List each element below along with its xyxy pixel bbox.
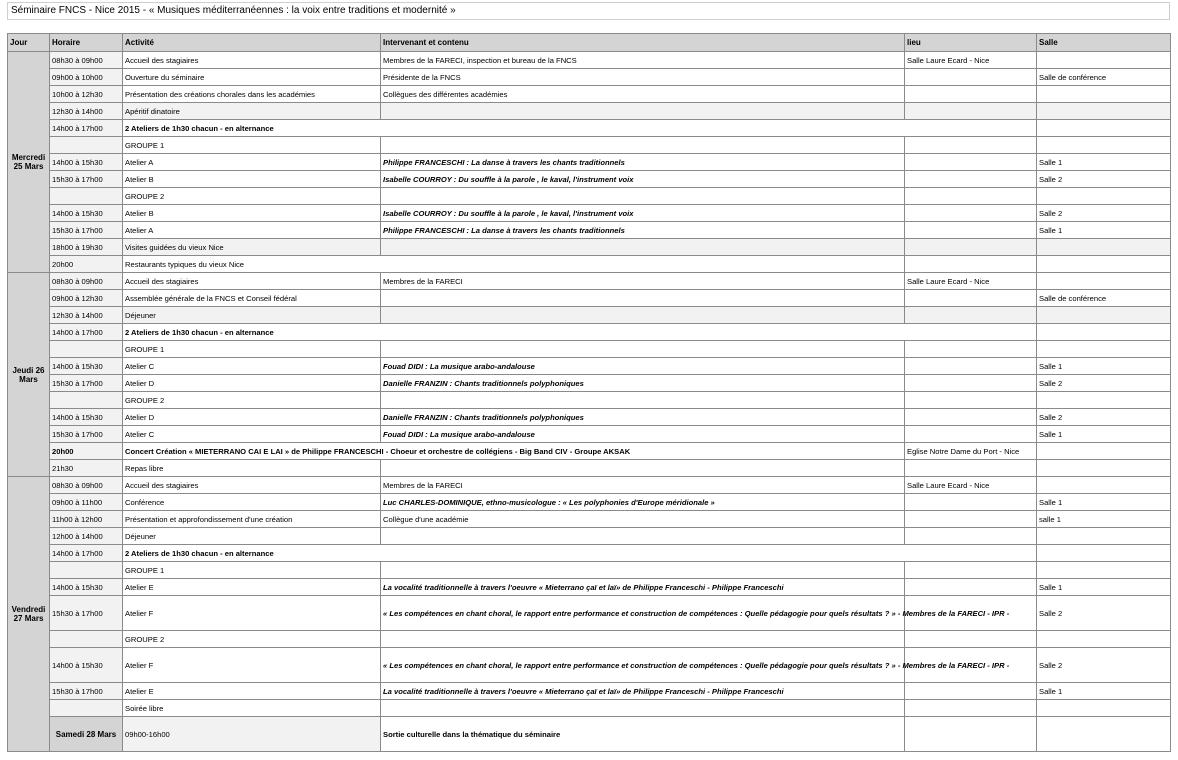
time-cell: 14h00 à 17h00 <box>50 324 123 341</box>
speaker-cell: Luc CHARLES-DOMINIQUE, ethno-musicologue : « Les polyphonies d'Europe méridionale » <box>381 494 905 511</box>
time-cell: 10h00 à 12h30 <box>50 86 123 103</box>
activity-cell: Déjeuner <box>123 528 381 545</box>
document-title-bar <box>7 2 1170 20</box>
place-cell <box>905 188 1037 205</box>
document-title: Séminaire FNCS - Nice 2015 - « Musiques méditerranéennes : la voix entre traditions et modernité » <box>11 5 456 16</box>
speaker-cell: Collègues des différentes académies <box>381 86 905 103</box>
time-cell: 08h30 à 09h00 <box>50 273 123 290</box>
table-row <box>8 683 1171 700</box>
workshops-banner: 2 Ateliers de 1h30 chacun - en alternance <box>123 120 1037 137</box>
time-cell: 15h30 à 17h00 <box>50 171 123 188</box>
time-cell <box>50 341 123 358</box>
header-row <box>8 34 1171 52</box>
group-label: GROUPE 1 <box>123 137 381 154</box>
header-activity: Activité <box>123 34 381 52</box>
workshops-banner: 2 Ateliers de 1h30 chacun - en alternance <box>123 545 1037 562</box>
place-cell: Salle Laure Ecard - Nice <box>905 273 1037 290</box>
table-row <box>8 392 1171 409</box>
group-label: GROUPE 2 <box>123 631 381 648</box>
speaker-cell <box>381 307 905 324</box>
group-label: GROUPE 2 <box>123 188 381 205</box>
place-cell <box>905 562 1037 579</box>
table-row <box>8 205 1171 222</box>
room-cell <box>1037 103 1171 120</box>
activity-cell: Atelier D <box>123 375 381 392</box>
room-cell <box>1037 137 1171 154</box>
table-row <box>8 69 1171 86</box>
header-time: Horaire <box>50 34 123 52</box>
activity-cell: Atelier C <box>123 426 381 443</box>
speaker-cell <box>381 392 905 409</box>
time-cell: 14h00 à 15h30 <box>50 579 123 596</box>
speaker-cell: Membres de la FARECI, inspection et bureau de la FNCS <box>381 52 905 69</box>
activity-cell: Atelier B <box>123 205 381 222</box>
activity-cell: Atelier E <box>123 683 381 700</box>
place-cell <box>905 511 1037 528</box>
header-speaker: Intervenant et contenu <box>381 34 905 52</box>
place-cell <box>905 409 1037 426</box>
room-cell: Salle 2 <box>1037 409 1171 426</box>
room-cell <box>1037 341 1171 358</box>
table-row <box>8 171 1171 188</box>
group-label: GROUPE 1 <box>123 341 381 358</box>
place-cell <box>905 137 1037 154</box>
group-label: GROUPE 2 <box>123 392 381 409</box>
speaker-cell: Collègue d'une académie <box>381 511 905 528</box>
place-cell <box>905 205 1037 222</box>
room-cell <box>1037 52 1171 69</box>
table-row <box>8 409 1171 426</box>
speaker-cell <box>381 700 905 717</box>
speaker-cell: Isabelle COURROY : Du souffle à la parole , le kaval, l'instrument voix <box>381 171 905 188</box>
room-cell <box>1037 562 1171 579</box>
place-cell <box>905 86 1037 103</box>
activity-cell: Atelier D <box>123 409 381 426</box>
speaker-cell <box>381 188 905 205</box>
room-cell <box>1037 273 1171 290</box>
room-cell: Salle 1 <box>1037 494 1171 511</box>
speaker-cell <box>381 631 905 648</box>
schedule-table <box>7 33 1171 752</box>
place-cell: Eglise Notre Dame du Port - Nice <box>905 443 1037 460</box>
table-row <box>8 341 1171 358</box>
room-cell <box>1037 120 1171 137</box>
room-cell: Salle 2 <box>1037 171 1171 188</box>
activity-cell: Atelier E <box>123 579 381 596</box>
table-row <box>8 52 1171 69</box>
room-cell: Salle 2 <box>1037 596 1171 631</box>
activity-cell: Accueil des stagiaires <box>123 477 381 494</box>
place-cell <box>905 290 1037 307</box>
table-row <box>8 358 1171 375</box>
place-cell <box>905 631 1037 648</box>
time-cell <box>50 137 123 154</box>
table-row <box>8 460 1171 477</box>
room-cell: Salle 1 <box>1037 579 1171 596</box>
time-cell: 12h00 à 14h00 <box>50 528 123 545</box>
table-row <box>8 648 1171 683</box>
time-cell: 15h30 à 17h00 <box>50 683 123 700</box>
activity-cell: Atelier A <box>123 154 381 171</box>
time-cell <box>50 631 123 648</box>
speaker-cell: Fouad DIDI : La musique arabo-andalouse <box>381 426 905 443</box>
activity-cell: Atelier F <box>123 596 381 631</box>
table-row <box>8 222 1171 239</box>
speaker-cell: Isabelle COURROY : Du souffle à la parole , le kaval, l'instrument voix <box>381 205 905 222</box>
time-cell: 14h00 à 17h00 <box>50 545 123 562</box>
time-cell: 15h30 à 17h00 <box>50 596 123 631</box>
table-row <box>8 545 1171 562</box>
place-cell <box>905 700 1037 717</box>
time-cell <box>50 392 123 409</box>
table-row <box>8 120 1171 137</box>
place-cell: Salle Laure Ecard - Nice <box>905 52 1037 69</box>
table-row <box>8 273 1171 290</box>
speaker-cell: Philippe FRANCESCHI : La danse à travers les chants traditionnels <box>381 154 905 171</box>
activity-cell: Accueil des stagiaires <box>123 52 381 69</box>
header-place: lieu <box>905 34 1037 52</box>
speaker-cell <box>381 460 905 477</box>
table-row <box>8 188 1171 205</box>
table-row <box>8 324 1171 341</box>
time-cell: 20h00 <box>50 256 123 273</box>
room-cell: Salle 1 <box>1037 358 1171 375</box>
time-cell: 11h00 à 12h00 <box>50 511 123 528</box>
table-row <box>8 256 1171 273</box>
table-row <box>8 494 1171 511</box>
time-cell: 15h30 à 17h00 <box>50 222 123 239</box>
speaker-cell <box>381 103 905 120</box>
room-cell <box>1037 392 1171 409</box>
table-row <box>8 511 1171 528</box>
time-cell: 14h00 à 15h30 <box>50 358 123 375</box>
speaker-cell <box>381 239 905 256</box>
place-cell <box>905 579 1037 596</box>
activity-cell: Visites guidées du vieux Nice <box>123 239 381 256</box>
room-cell: Salle 1 <box>1037 222 1171 239</box>
activity-cell: Atelier F <box>123 648 381 683</box>
day-friday: Vendredi 27 Mars <box>8 477 50 752</box>
speaker-cell <box>381 528 905 545</box>
time-cell <box>50 188 123 205</box>
speaker-cell: « Les compétences en chant choral, le rapport entre performance et construction de compétences : Quelle pédagogie pour quels résultats ? » - Membres de la FARECI - IPR - <box>381 596 905 631</box>
room-cell <box>1037 324 1171 341</box>
room-cell: salle 1 <box>1037 511 1171 528</box>
room-cell: Salle 2 <box>1037 648 1171 683</box>
place-cell <box>905 307 1037 324</box>
header-room: Salle <box>1037 34 1171 52</box>
room-cell: Salle 2 <box>1037 205 1171 222</box>
place-cell <box>905 683 1037 700</box>
room-cell <box>1037 307 1171 324</box>
time-cell: 21h30 <box>50 460 123 477</box>
activity-cell: Atelier C <box>123 358 381 375</box>
activity-cell: Accueil des stagiaires <box>123 273 381 290</box>
day-saturday: Samedi 28 Mars <box>50 717 123 752</box>
activity-cell: Apéritif dinatoire <box>123 103 381 120</box>
room-cell <box>1037 631 1171 648</box>
time-cell: 14h00 à 15h30 <box>50 154 123 171</box>
day-thursday: Jeudi 26 Mars <box>8 273 50 477</box>
place-cell <box>905 375 1037 392</box>
place-cell <box>905 341 1037 358</box>
room-cell: Salle de conférence <box>1037 290 1171 307</box>
place-cell <box>905 358 1037 375</box>
speaker-cell: Membres de la FARECI <box>381 477 905 494</box>
activity-cell: Présentation et approfondissement d'une création <box>123 511 381 528</box>
place-cell <box>905 222 1037 239</box>
table-row <box>8 154 1171 171</box>
time-cell: 14h00 à 15h30 <box>50 648 123 683</box>
room-cell <box>1037 443 1171 460</box>
time-cell: 14h00 à 15h30 <box>50 409 123 426</box>
time-cell: 12h30 à 14h00 <box>50 103 123 120</box>
activity-cell: Sortie culturelle dans la thématique du séminaire <box>381 717 905 752</box>
table-row <box>8 375 1171 392</box>
activity-cell: Atelier A <box>123 222 381 239</box>
table-row <box>8 562 1171 579</box>
place-cell <box>905 426 1037 443</box>
time-cell: 15h30 à 17h00 <box>50 426 123 443</box>
time-cell <box>50 562 123 579</box>
time-cell <box>50 700 123 717</box>
room-cell <box>1037 460 1171 477</box>
time-cell: 20h00 <box>50 443 123 460</box>
speaker-cell: Danielle FRANZIN : Chants traditionnels polyphoniques <box>381 409 905 426</box>
room-cell <box>1037 256 1171 273</box>
place-cell <box>905 154 1037 171</box>
time-cell: 14h00 à 17h00 <box>50 120 123 137</box>
room-cell <box>1037 239 1171 256</box>
room-cell <box>1037 700 1171 717</box>
activity-cell: Atelier B <box>123 171 381 188</box>
activity-cell: Présentation des créations chorales dans les académies <box>123 86 381 103</box>
table-row <box>8 103 1171 120</box>
activity-cell: Restaurants typiques du vieux Nice <box>123 256 905 273</box>
place-cell <box>905 171 1037 188</box>
time-cell: 14h00 à 15h30 <box>50 205 123 222</box>
room-cell: Salle 2 <box>1037 375 1171 392</box>
table-row <box>8 443 1171 460</box>
table-row <box>8 290 1171 307</box>
time-cell: 09h00 à 11h00 <box>50 494 123 511</box>
concert-cell: Concert Création « MIETERRANO CAI E LAI » de Philippe FRANCESCHI - Choeur et orchestre de collégiens - Big Band CIV - Groupe AKSAK <box>123 443 905 460</box>
speaker-cell <box>381 290 905 307</box>
room-cell <box>1037 477 1171 494</box>
room-cell: Salle 1 <box>1037 154 1171 171</box>
activity-cell: Déjeuner <box>123 307 381 324</box>
place-cell <box>905 460 1037 477</box>
speaker-cell: La vocalité traditionnelle à travers l'oeuvre « Mieterrano çaï et laï» de Philippe Franceschi - Philippe Franceschi <box>381 683 905 700</box>
place-cell <box>1037 717 1171 752</box>
speaker-cell: Présidente de la FNCS <box>381 69 905 86</box>
speaker-cell: Membres de la FARECI <box>381 273 905 290</box>
speaker-cell: Danielle FRANZIN : Chants traditionnels polyphoniques <box>381 375 905 392</box>
workshops-banner: 2 Ateliers de 1h30 chacun - en alternance <box>123 324 1037 341</box>
place-cell: Salle Laure Ecard - Nice <box>905 477 1037 494</box>
table-row <box>8 528 1171 545</box>
table-row <box>8 307 1171 324</box>
activity-cell: Soirée libre <box>123 700 381 717</box>
time-cell: 08h30 à 09h00 <box>50 477 123 494</box>
day-wednesday: Mercredi 25 Mars <box>8 52 50 273</box>
header-day: Jour <box>8 34 50 52</box>
time-cell: 12h30 à 14h00 <box>50 307 123 324</box>
table-row <box>8 579 1171 596</box>
activity-cell: Ouverture du séminaire <box>123 69 381 86</box>
speaker-cell <box>381 562 905 579</box>
room-cell: Salle de conférence <box>1037 69 1171 86</box>
time-cell: 09h00 à 12h30 <box>50 290 123 307</box>
speaker-cell <box>381 341 905 358</box>
time-cell: 08h30 à 09h00 <box>50 52 123 69</box>
room-cell: Salle 1 <box>1037 683 1171 700</box>
room-cell <box>1037 86 1171 103</box>
room-cell <box>1037 528 1171 545</box>
activity-cell: Repas libre <box>123 460 381 477</box>
table-row <box>8 700 1171 717</box>
table-row <box>8 717 1171 752</box>
speaker-cell: Fouad DIDI : La musique arabo-andalouse <box>381 358 905 375</box>
table-row <box>8 137 1171 154</box>
place-cell <box>905 103 1037 120</box>
table-row <box>8 239 1171 256</box>
table-row <box>8 86 1171 103</box>
speaker-cell <box>905 717 1037 752</box>
activity-cell: Conférence <box>123 494 381 511</box>
speaker-cell <box>381 137 905 154</box>
group-label: GROUPE 1 <box>123 562 381 579</box>
room-cell <box>1037 188 1171 205</box>
time-cell: 15h30 à 17h00 <box>50 375 123 392</box>
place-cell <box>905 69 1037 86</box>
place-cell <box>905 494 1037 511</box>
speaker-cell: « Les compétences en chant choral, le rapport entre performance et construction de compétences : Quelle pédagogie pour quels résultats ? » - Membres de la FARECI - IPR - <box>381 648 905 683</box>
time-cell: 09h00-16h00 <box>123 717 381 752</box>
table-row <box>8 477 1171 494</box>
activity-cell: Assemblée générale de la FNCS et Conseil fédéral <box>123 290 381 307</box>
table-row <box>8 426 1171 443</box>
room-cell <box>1037 545 1171 562</box>
place-cell <box>905 256 1037 273</box>
place-cell <box>905 528 1037 545</box>
time-cell: 09h00 à 10h00 <box>50 69 123 86</box>
time-cell: 18h00 à 19h30 <box>50 239 123 256</box>
speaker-cell: Philippe FRANCESCHI : La danse à travers les chants traditionnels <box>381 222 905 239</box>
place-cell <box>905 239 1037 256</box>
room-cell: Salle 1 <box>1037 426 1171 443</box>
speaker-cell: La vocalité traditionnelle à travers l'oeuvre « Mieterrano çaï et laï» de Philippe Franceschi - Philippe Franceschi <box>381 579 905 596</box>
place-cell <box>905 392 1037 409</box>
table-row <box>8 631 1171 648</box>
table-row <box>8 596 1171 631</box>
